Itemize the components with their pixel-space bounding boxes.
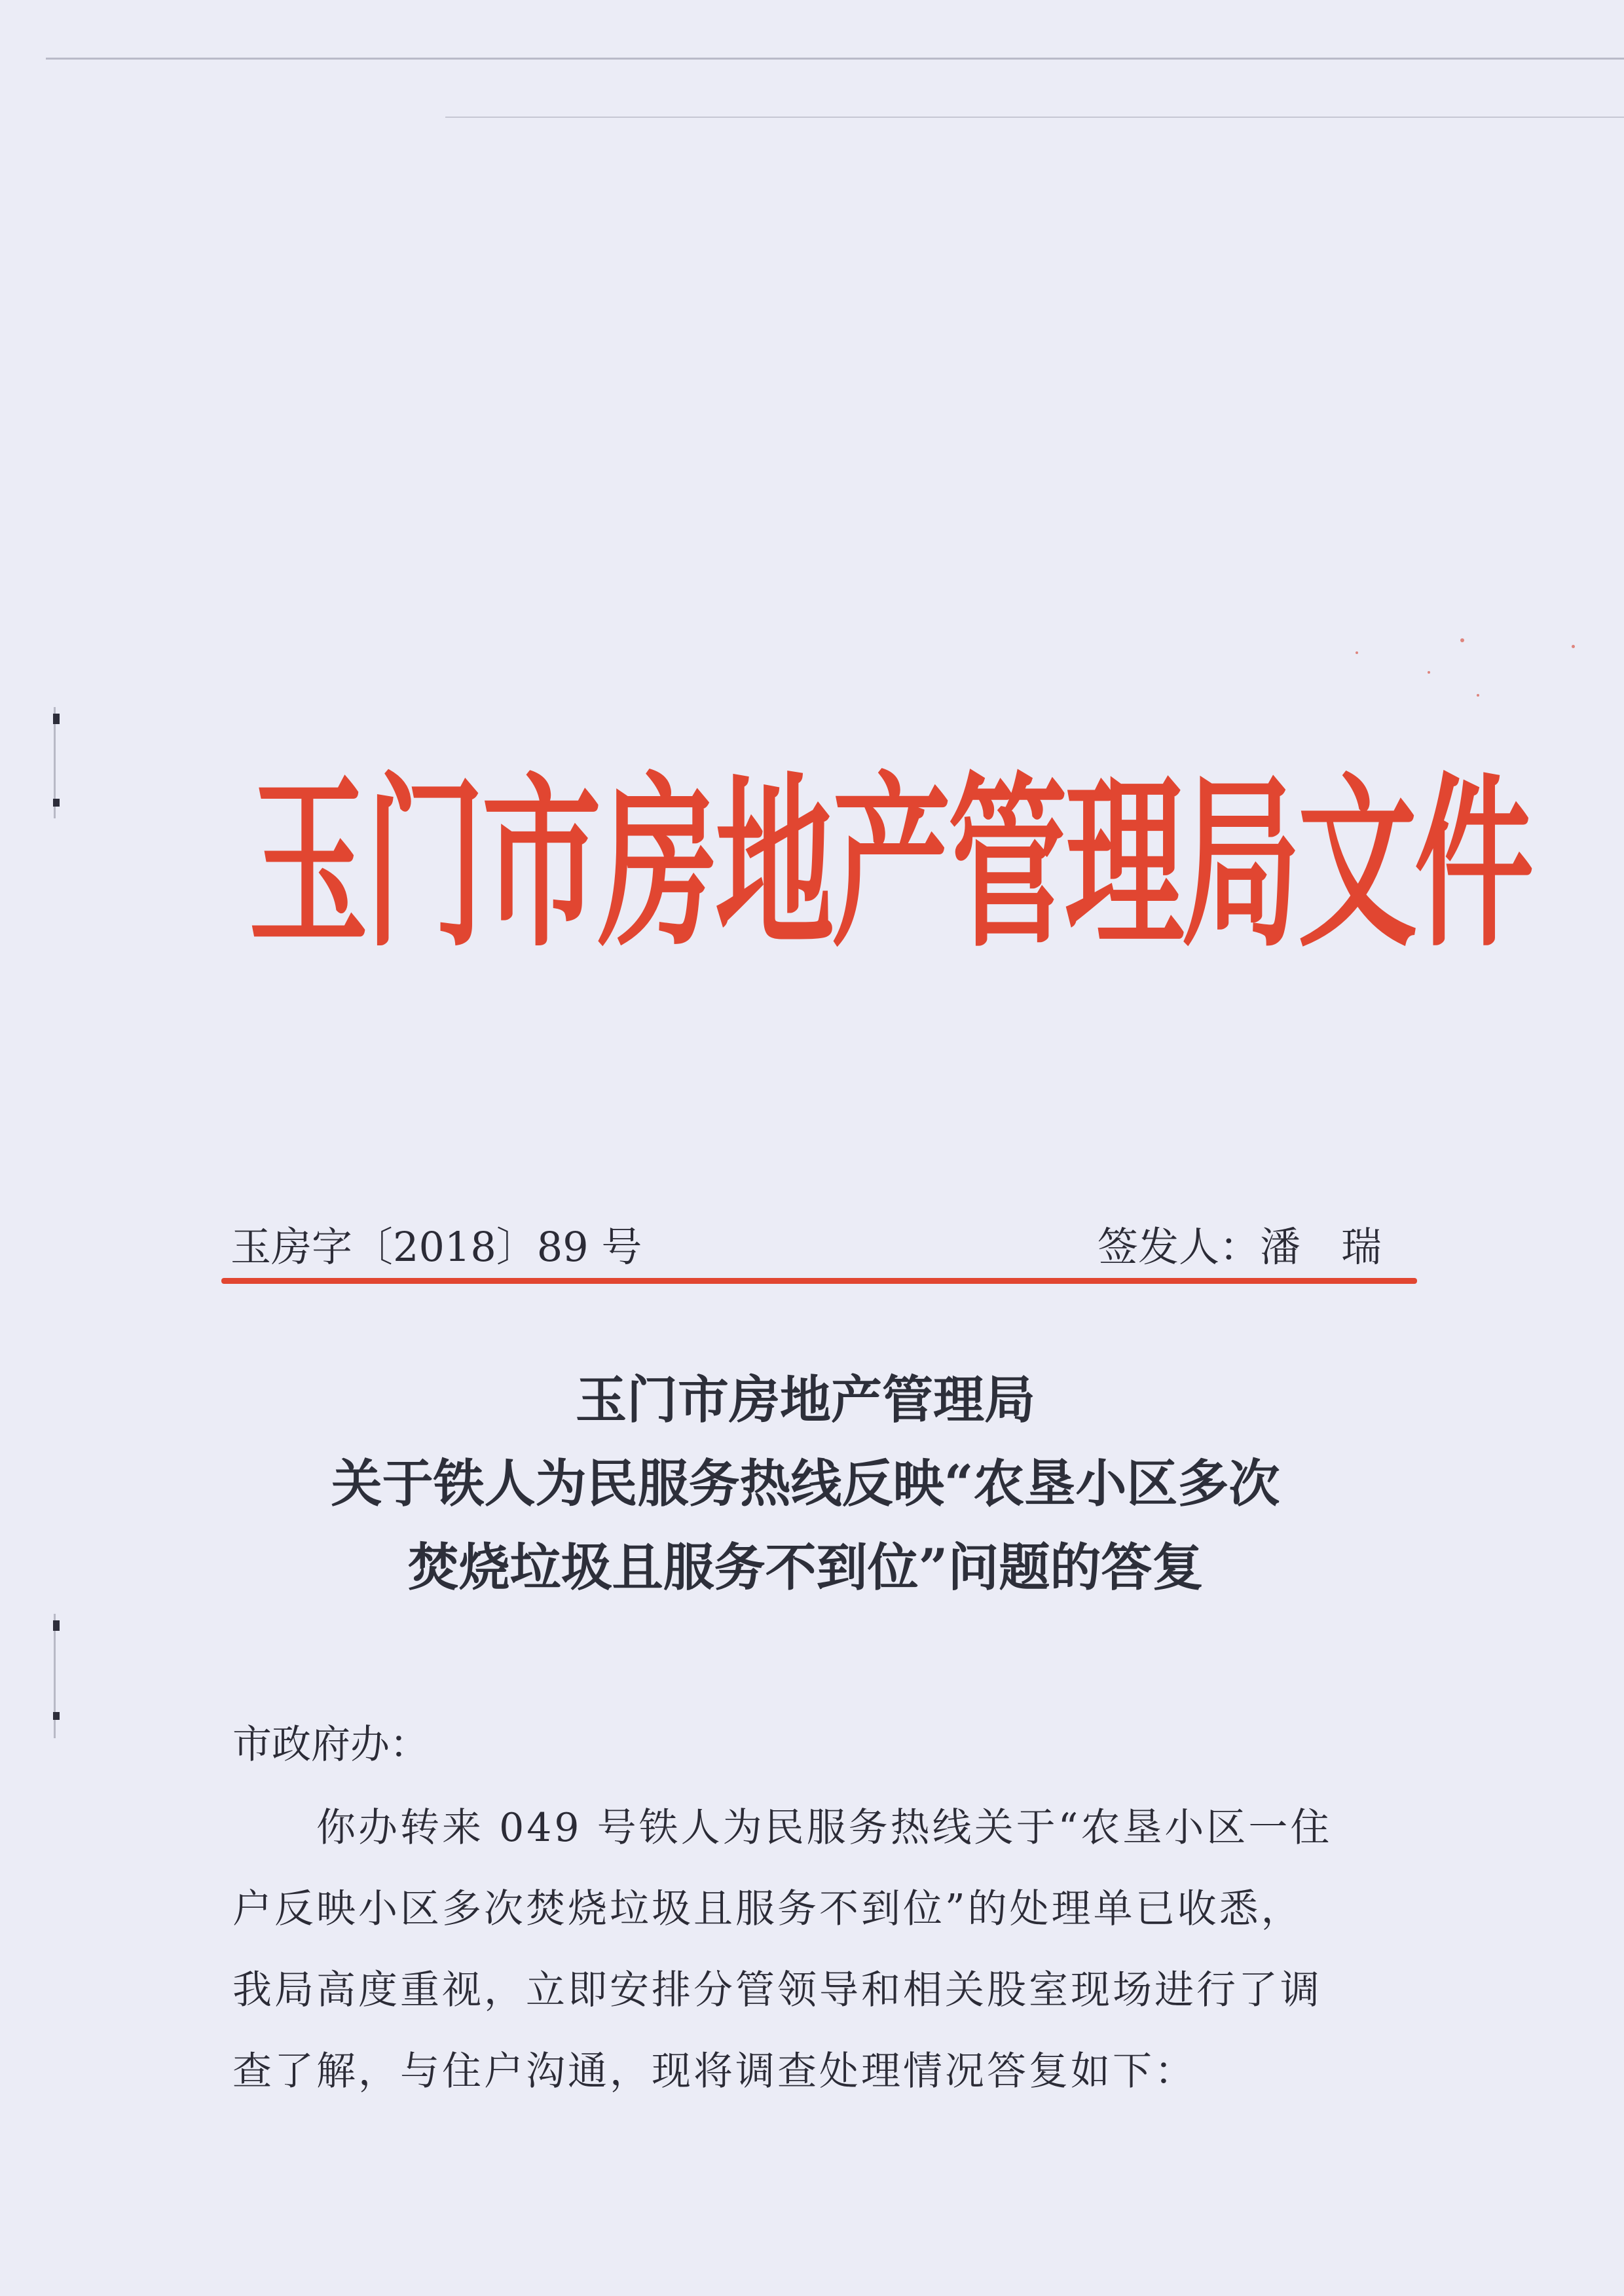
body-line: 我局高度重视，立即安排分管领导和相关股室现场进行了调 [232, 1967, 1322, 2013]
document-heading [196, 1358, 1414, 1610]
seal-bleed-mark [1572, 645, 1575, 648]
seal-bleed-mark [1428, 671, 1430, 674]
body-paragraph [232, 1787, 1411, 2112]
binding-holes [54, 1614, 61, 1738]
recipient: 市政府办： [232, 1722, 429, 1768]
heading-line: 焚烧垃圾且服务不到位”问题的答复 [407, 1538, 1204, 1597]
body-line: 你办转来 049 号铁人为民服务热线关于“农垦小区一住 [316, 1805, 1333, 1851]
heading-line: 关于铁人为民服务热线反映“农垦小区多次 [331, 1454, 1280, 1514]
body-line: 查了解，与住户沟通，现将调查处理情况答复如下： [232, 2049, 1196, 2094]
scan-edge-line [46, 58, 1624, 60]
seal-bleed-mark [1477, 694, 1479, 697]
header-divider [221, 1278, 1417, 1284]
body-line: 户反映小区多次焚烧垃圾且服务不到位”的处理单已收悉， [232, 1886, 1303, 1932]
seal-bleed-mark [1460, 638, 1464, 642]
heading-line: 玉门市房地产管理局 [575, 1370, 1035, 1430]
scan-edge-line [445, 117, 1624, 118]
seal-bleed-mark [1356, 651, 1358, 654]
document-number: 玉房字〔2018〕89 号 [231, 1223, 642, 1271]
binding-holes [54, 707, 61, 818]
document-header-title: 玉门市房地产管理局文件 [249, 756, 1531, 972]
signer: 签发人：潘 瑞 [1097, 1223, 1382, 1271]
